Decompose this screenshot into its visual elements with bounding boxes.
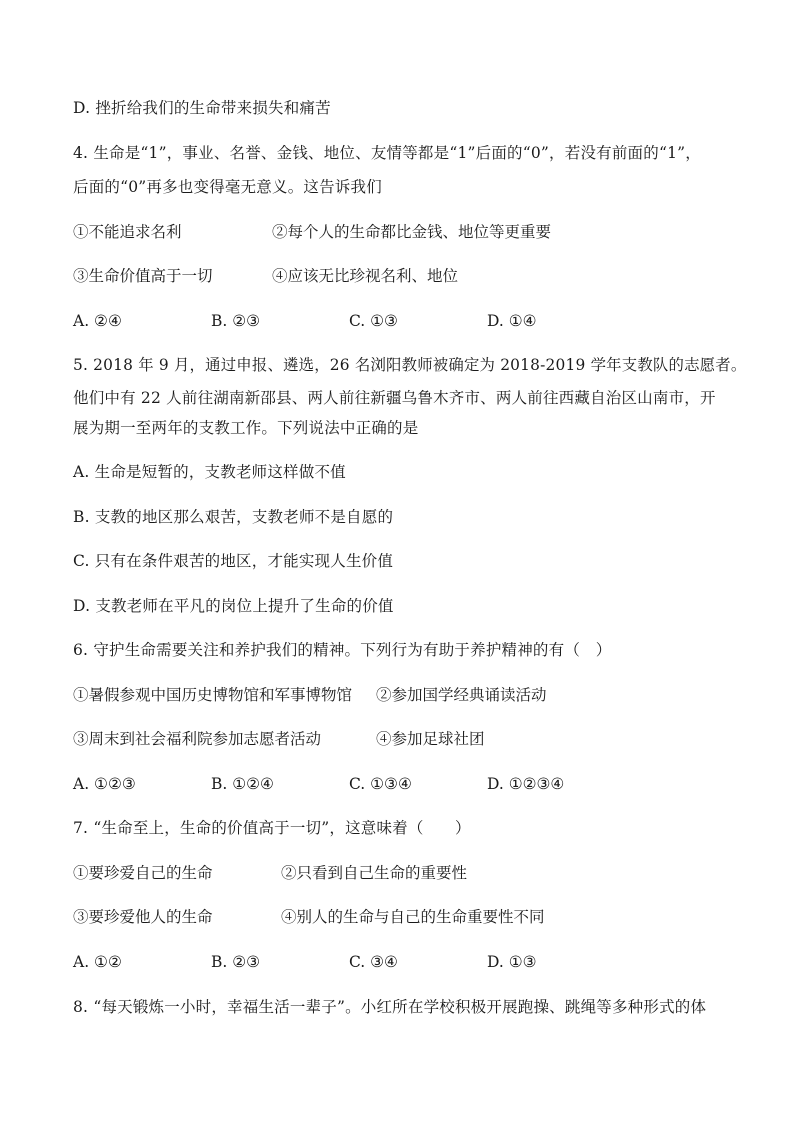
q6-option-d: D. ①②③④ [487, 775, 565, 793]
q4-stem-line2: 后面的“0”再多也变得毫无意义。这告诉我们 [73, 178, 382, 196]
q6-option-c: C. ①③④ [349, 775, 412, 793]
q3-option-d: D. 挫折给我们的生命带来损失和痛苦 [73, 99, 331, 117]
q7-statement-3: ③要珍爱他人的生命 [73, 908, 213, 926]
q4-statement-3: ③生命价值高于一切 [73, 267, 213, 285]
q4-statement-4: ④应该无比珍视名利、地位 [272, 267, 459, 285]
q4-option-a: A. ②④ [73, 312, 122, 330]
q4-option-b: B. ②③ [211, 312, 261, 330]
q5-option-a: A. 生命是短暂的，支教老师这样做不值 [73, 463, 346, 481]
q5-option-c: C. 只有在条件艰苦的地区，才能实现人生价值 [73, 552, 394, 570]
q6-option-b: B. ①②④ [211, 775, 274, 793]
q4-stem-line1: 4. 生命是“1”，事业、名誉、金钱、地位、友情等都是“1”后面的“0”，若没有前面的“1”， [73, 144, 701, 162]
q5-stem-line3: 展为期一至两年的支教工作。下列说法中正确的是 [73, 419, 419, 437]
q8-stem-line1: 8. “每天锻炼一小时，幸福生活一辈子”。小红所在学校积极开展跑操、跳绳等多种形式的体 [73, 998, 707, 1016]
q5-stem-line1: 5. 2018 年 9 月，通过申报、遴选，26 名浏阳教师被确定为 2018-2019 学年支教队的志愿者。 [73, 356, 747, 374]
q7-stem: 7. “生命至上，生命的价值高于一切”，这意味着（ ） [73, 819, 471, 837]
q7-option-d: D. ①③ [487, 953, 537, 971]
q6-option-a: A. ①②③ [73, 775, 136, 793]
q5-option-b: B. 支教的地区那么艰苦，支教老师不是自愿的 [73, 508, 394, 526]
q6-statement-3: ③周末到社会福利院参加志愿者活动 [73, 730, 322, 748]
q7-option-a: A. ①② [73, 953, 122, 971]
q4-statement-1: ①不能追求名利 [73, 223, 182, 241]
q6-statement-4: ④参加足球社团 [376, 730, 485, 748]
q4-option-c: C. ①③ [349, 312, 398, 330]
q4-statement-2: ②每个人的生命都比金钱、地位等更重要 [272, 223, 552, 241]
q5-option-d: D. 支教老师在平凡的岗位上提升了生命的价值 [73, 597, 394, 615]
q6-statement-1: ①暑假参观中国历史博物馆和军事博物馆 [73, 686, 353, 704]
q6-statement-2: ②参加国学经典诵读活动 [376, 686, 547, 704]
q7-option-b: B. ②③ [211, 953, 261, 971]
q5-stem-line2: 他们中有 22 人前往湖南新邵县、两人前往新疆乌鲁木齐市、两人前往西藏自治区山南市，开 [73, 389, 716, 407]
q7-statement-4: ④别人的生命与自己的生命重要性不同 [281, 908, 545, 926]
q4-option-d: D. ①④ [487, 312, 537, 330]
q7-statement-2: ②只看到自己生命的重要性 [281, 864, 468, 882]
q6-stem: 6. 守护生命需要关注和养护我们的精神。下列行为有助于养护精神的有（ ） [73, 641, 612, 659]
q7-statement-1: ①要珍爱自己的生命 [73, 864, 213, 882]
q7-option-c: C. ③④ [349, 953, 398, 971]
